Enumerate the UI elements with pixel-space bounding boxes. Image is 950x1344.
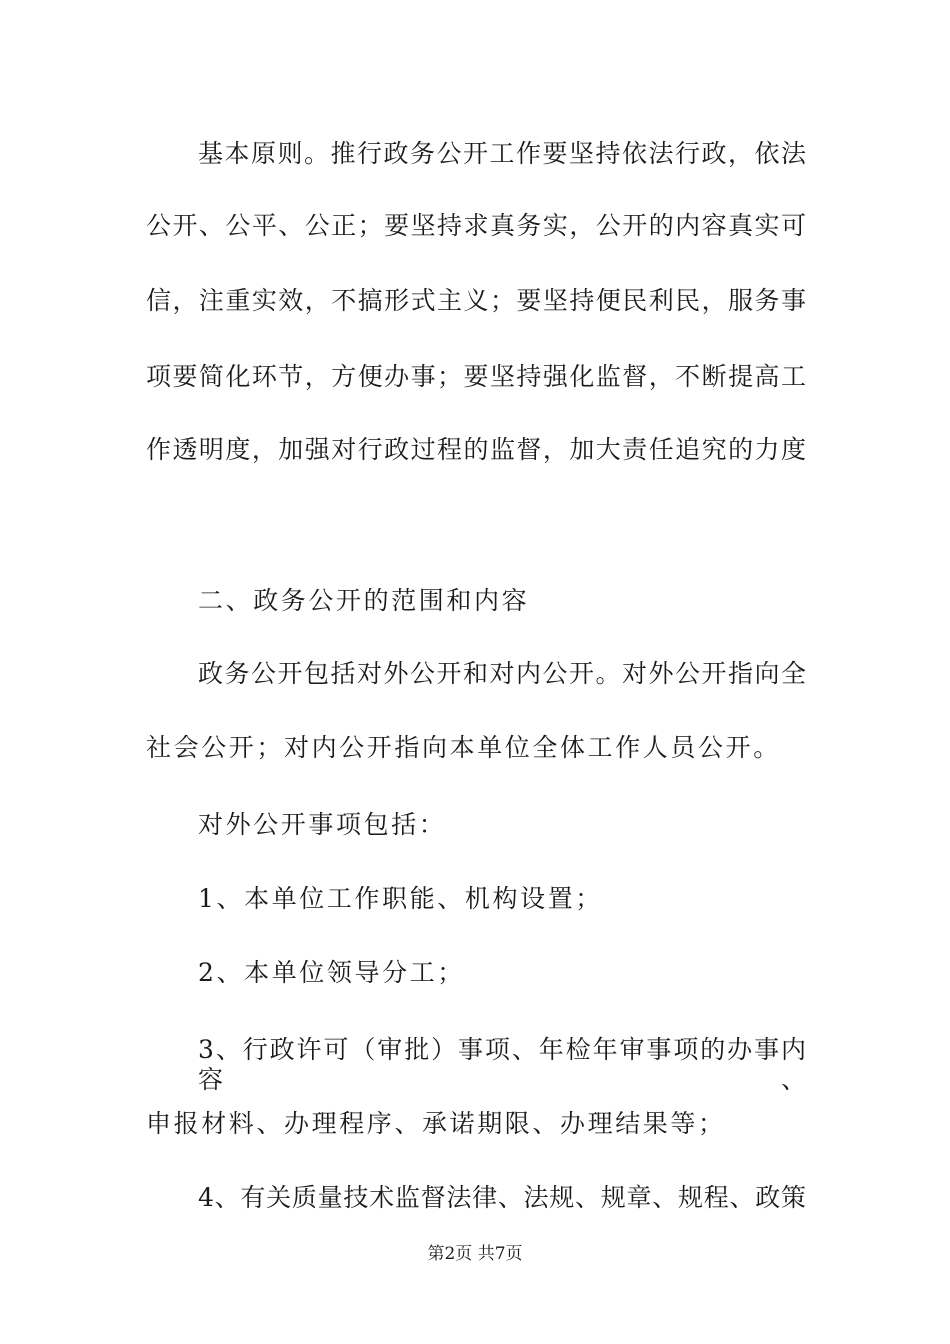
paragraph-line: 公开、公平、公正；要坚持求真务实，公开的内容真实可 [146, 211, 806, 240]
page-number: 第2页 共7页 [427, 1244, 523, 1264]
list-item-continuation: 申报材料、办理程序、承诺期限、办理结果等； [146, 1109, 726, 1138]
paragraph-line: 作透明度，加强对行政过程的监督，加大责任追究的力度 [146, 435, 806, 464]
list-item: 1、本单位工作职能、机构设置； [198, 884, 603, 913]
paragraph-line: 信，注重实效，不搞形式主义；要坚持便民利民，服务事 [146, 286, 806, 315]
paragraph-line: 政务公开包括对外公开和对内公开。对外公开指向全 [198, 659, 806, 688]
list-item: 2、本单位领导分工； [198, 958, 465, 987]
paragraph-line: 社会公开；对内公开指向本单位全体工作人员公开。 [146, 733, 781, 762]
section-heading: 二、政务公开的范围和内容 [198, 586, 530, 615]
paragraph-line: 项要简化环节，方便办事；要坚持强化监督，不断提高工 [146, 362, 806, 391]
paragraph-line: 基本原则。推行政务公开工作要坚持依法行政，依法 [198, 139, 806, 168]
list-item: 4、有关质量技术监督法律、法规、规章、规程、政策 [198, 1183, 806, 1212]
paragraph-line: 对外公开事项包括： [198, 810, 447, 839]
list-item: 3、行政许可（审批）事项、年检年审事项的办事内容、 [198, 1035, 806, 1094]
